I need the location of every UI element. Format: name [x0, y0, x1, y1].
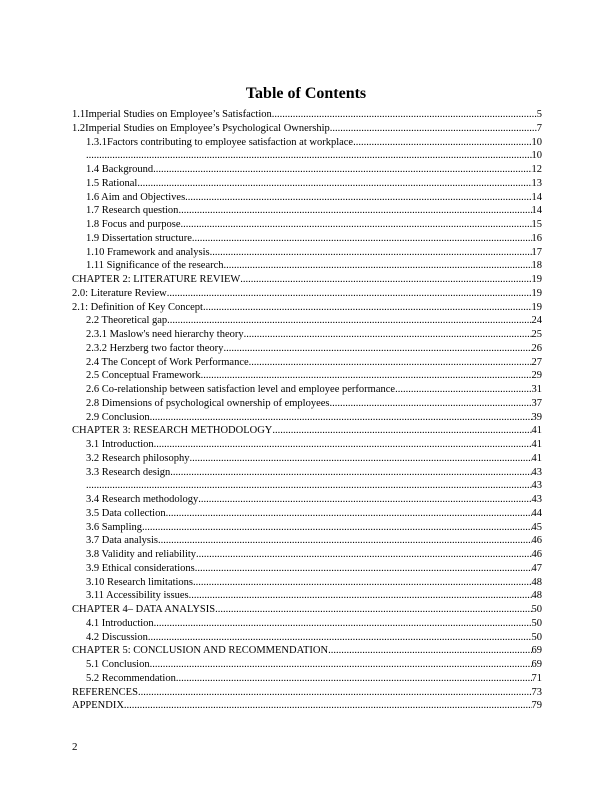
toc-entry-10[interactable] — [72, 232, 542, 246]
toc-leader-dots — [272, 108, 537, 122]
toc-entry-text: 2.8 Dimensions of psychological ownership of employees — [86, 397, 330, 409]
toc-leader-dots — [124, 699, 532, 713]
toc-entry-page: 19 — [531, 287, 542, 299]
toc-entry-15[interactable] — [72, 301, 542, 315]
toc-leader-dots — [330, 122, 537, 136]
toc-entry-1[interactable] — [72, 108, 542, 122]
toc-entry-text: 2.3.2 Herzberg two factor theory — [86, 342, 224, 354]
toc-entry-text: 1.6 Aim and Objectives — [86, 191, 186, 203]
toc-entry-18[interactable] — [72, 342, 542, 356]
toc-entry-page: 10 — [531, 150, 542, 162]
toc-entry-text: REFERENCES — [72, 686, 138, 698]
toc-entry-text: 1.10 Framework and analysis — [86, 246, 210, 258]
toc-leader-dots — [249, 356, 532, 370]
toc-entry-32[interactable] — [72, 534, 542, 548]
toc-entry-text: 5.2 Recommendation — [86, 672, 176, 684]
toc-entry-39[interactable] — [72, 631, 542, 645]
toc-entry-33[interactable] — [72, 548, 542, 562]
toc-entry-page: 27 — [531, 356, 542, 368]
toc-leader-dots — [167, 287, 532, 301]
toc-entry-page: 26 — [531, 342, 542, 354]
toc-entry-text: 1.11 Significance of the research — [86, 260, 224, 272]
toc-entry-page: 43 — [531, 480, 542, 492]
toc-leader-dots — [328, 644, 531, 658]
toc-entry-37[interactable] — [72, 603, 542, 617]
toc-entry-page: 17 — [531, 246, 542, 258]
toc-entry-14[interactable] — [72, 287, 542, 301]
toc-entry-text: 3.1 Introduction — [86, 439, 154, 450]
toc-entry-page: 41 — [531, 439, 542, 450]
toc-entry-page: 69 — [531, 645, 542, 657]
toc-entry-page: 43 — [531, 494, 542, 505]
toc-leader-dots — [185, 191, 531, 205]
toc-entry-page: 79 — [531, 700, 542, 712]
toc-entry-page: 7 — [536, 122, 542, 134]
toc-entry-27[interactable] — [72, 466, 542, 480]
toc-entry-3[interactable] — [72, 136, 542, 150]
page-number: 2 — [72, 741, 78, 753]
toc-entry-page: 19 — [531, 274, 542, 285]
toc-entry-text: 2.9 Conclusion — [86, 411, 150, 423]
toc-leader-dots — [244, 328, 532, 342]
toc-entry-text: CHAPTER 3: RESEARCH METHODOLOGY — [72, 425, 273, 437]
toc-entry-9[interactable] — [72, 218, 542, 232]
toc-entry-page: 41 — [531, 452, 542, 464]
toc-entry-44[interactable] — [72, 699, 542, 713]
toc-entry-22[interactable] — [72, 397, 542, 411]
toc-entry-page: 19 — [531, 301, 542, 313]
toc-entry-page: 15 — [531, 219, 542, 230]
toc-entry-page: 46 — [531, 535, 542, 547]
toc-entry-8[interactable] — [72, 204, 542, 218]
toc-leader-dots — [178, 204, 531, 218]
toc-entry-30[interactable] — [72, 507, 542, 521]
toc-entry-text: CHAPTER 5: CONCLUSION AND RECOMMENDATION — [72, 645, 329, 657]
toc-leader-dots — [240, 273, 531, 287]
toc-entry-17[interactable] — [72, 328, 542, 342]
toc-entry-page: 48 — [531, 590, 542, 602]
toc-entry-text: 3.9 Ethical considerations — [86, 562, 195, 574]
toc-entry-text: 5.1 Conclusion — [86, 659, 150, 670]
toc-leader-dots — [215, 603, 531, 617]
toc-leader-dots — [154, 617, 532, 631]
toc-entry-page: 10 — [531, 136, 542, 148]
toc-entry-24[interactable] — [72, 424, 542, 438]
toc-entry-29[interactable] — [72, 493, 542, 507]
toc-entry-text: 2.1: Definition of Key Concept — [72, 301, 203, 313]
toc-entry-page: 14 — [531, 205, 542, 217]
toc-leader-dots — [224, 259, 532, 273]
toc-entry-page: 13 — [531, 177, 542, 189]
toc-entry-page: 50 — [531, 631, 542, 643]
toc-entry-text: 3.4 Research methodology — [86, 494, 199, 505]
toc-leader-dots — [330, 397, 532, 411]
toc-entry-page: 37 — [531, 397, 542, 409]
toc-title: Table of Contents — [245, 85, 367, 102]
toc-entry-text: 4.2 Discussion — [86, 631, 148, 643]
toc-entry-page: 50 — [531, 604, 542, 615]
toc-entry-text: 1.3.1Factors contributing to employee satisfaction at workplace — [86, 136, 354, 148]
toc-entry-text: 1.8 Focus and purpose — [86, 219, 181, 230]
toc-leader-dots — [150, 658, 532, 672]
toc-entry-page: 5 — [536, 109, 542, 120]
toc-entry-38[interactable] — [72, 617, 542, 631]
toc-entry-text: 1.5 Rational — [86, 177, 138, 189]
toc-entry-text: 4.1 Introduction — [86, 617, 154, 629]
toc-entry-page: 29 — [531, 370, 542, 382]
toc-entry-41[interactable] — [72, 658, 542, 672]
toc-entry-page: 12 — [531, 164, 542, 175]
toc-leader-dots — [158, 534, 531, 548]
toc-leader-dots — [196, 548, 531, 562]
toc-entry-25[interactable] — [72, 438, 542, 452]
toc-entry-36[interactable] — [72, 589, 542, 603]
toc-entry-42[interactable] — [72, 672, 542, 686]
toc-entry-page: 73 — [531, 686, 542, 698]
toc-entry-21[interactable] — [72, 383, 542, 397]
toc-entry-page: 14 — [531, 191, 542, 203]
toc-entry-page: 41 — [531, 425, 542, 437]
toc-entry-20[interactable] — [72, 369, 542, 383]
toc-entry-page: 18 — [531, 260, 542, 272]
toc-leader-dots — [148, 631, 532, 645]
toc-entry-6[interactable] — [72, 177, 542, 191]
toc-leader-dots — [195, 562, 532, 576]
toc-leader-dots — [170, 466, 531, 480]
toc-entry-text: 1.2Imperial Studies on Employee’s Psychological Ownership — [72, 122, 330, 134]
toc-leader-dots — [189, 589, 532, 603]
toc-entry-page: 24 — [531, 315, 542, 327]
toc-entry-page: 16 — [531, 232, 542, 244]
toc-entry-page: 44 — [531, 507, 542, 519]
toc-entry-2[interactable] — [72, 122, 542, 136]
toc-entry-text: 2.2 Theoretical gap — [86, 315, 168, 327]
toc-leader-dots — [203, 301, 532, 315]
toc-leader-dots — [223, 342, 531, 356]
toc-entry-page: 45 — [531, 521, 542, 533]
toc-entry-text: 2.6 Co-relationship between satisfaction level and employee performance — [86, 384, 396, 395]
toc-leader-dots — [193, 576, 531, 590]
toc-entry-text: APPENDIX — [72, 700, 124, 712]
toc-entry-31[interactable] — [72, 521, 542, 535]
toc-entry-text: 2.4 The Concept of Work Performance — [86, 356, 249, 368]
toc-entry-34[interactable] — [72, 562, 542, 576]
toc-entry-text: 1.7 Research question — [86, 205, 179, 217]
toc-entry-text: 1.4 Background — [86, 164, 154, 175]
toc-entry-19[interactable] — [72, 356, 542, 370]
toc-entry-16[interactable] — [72, 314, 542, 328]
toc-entry-page: 50 — [531, 617, 542, 629]
toc-entry-7[interactable] — [72, 191, 542, 205]
toc-entry-35[interactable] — [72, 576, 542, 590]
toc-entry-26[interactable] — [72, 452, 542, 466]
toc-entry-page: 71 — [531, 672, 542, 684]
toc-entry-text: 3.11 Accessibility issues — [86, 590, 189, 602]
toc-leader-dots — [198, 493, 531, 507]
toc-entry-page: 46 — [531, 549, 542, 560]
toc-entry-text: CHAPTER 4– DATA ANALYSIS — [72, 604, 216, 615]
toc-entry-5[interactable] — [72, 163, 542, 177]
toc-leader-dots — [272, 424, 531, 438]
toc-entry-28[interactable] — [72, 479, 542, 493]
toc-entry-text: 3.3 Research design — [86, 466, 171, 478]
toc-leader-dots — [166, 507, 532, 521]
toc-entry-13[interactable] — [72, 273, 542, 287]
toc-leader-dots — [181, 218, 532, 232]
toc-leader-dots — [395, 383, 531, 397]
toc-leader-dots — [201, 369, 532, 383]
toc-entry-11[interactable] — [72, 246, 542, 260]
toc-entry-page: 31 — [531, 384, 542, 395]
toc-entry-text: 3.7 Data analysis — [86, 535, 159, 547]
toc-entry-text: 3.6 Sampling — [86, 521, 143, 533]
toc-leader-dots — [353, 136, 531, 150]
toc-list — [72, 108, 542, 713]
toc-leader-dots — [176, 672, 532, 686]
toc-entry-23[interactable] — [72, 411, 542, 425]
toc-leader-dots — [86, 479, 532, 493]
toc-entry-text: 2.3.1 Maslow's need hierarchy theory — [86, 329, 244, 340]
toc-entry-text: 2.5 Conceptual Framework — [86, 370, 201, 382]
toc-leader-dots — [190, 452, 532, 466]
toc-entry-page: 25 — [531, 329, 542, 340]
toc-entry-text: 3.8 Validity and reliability — [86, 549, 197, 560]
toc-entry-text: 2.0: Literature Review — [72, 287, 167, 299]
toc-leader-dots — [150, 411, 532, 425]
toc-entry-page: 69 — [531, 659, 542, 670]
toc-leader-dots — [192, 232, 532, 246]
toc-entry-page: 47 — [531, 562, 542, 574]
toc-entry-text: 3.5 Data collection — [86, 507, 166, 519]
toc-leader-dots — [167, 314, 531, 328]
toc-leader-dots — [210, 246, 532, 260]
toc-entry-text: CHAPTER 2: LITERATURE REVIEW — [72, 274, 241, 285]
toc-leader-dots — [86, 149, 532, 163]
toc-entry-page: 48 — [531, 576, 542, 588]
toc-entry-page: 43 — [531, 466, 542, 478]
toc-entry-page: 39 — [531, 411, 542, 423]
toc-entry-12[interactable] — [72, 259, 542, 273]
toc-entry-text: 1.9 Dissertation structure — [86, 232, 192, 244]
toc-entry-4[interactable] — [72, 149, 542, 163]
toc-entry-text: 1.1Imperial Studies on Employee’s Satisfaction — [72, 109, 272, 120]
toc-entry-text: 3.2 Research philosophy — [86, 452, 190, 464]
toc-leader-dots — [138, 686, 532, 700]
toc-entry-40[interactable] — [72, 644, 542, 658]
toc-leader-dots — [142, 521, 531, 535]
toc-leader-dots — [153, 163, 531, 177]
toc-leader-dots — [154, 438, 532, 452]
toc-entry-43[interactable] — [72, 686, 542, 700]
toc-leader-dots — [137, 177, 531, 191]
toc-entry-text: 3.10 Research limitations — [86, 576, 194, 588]
